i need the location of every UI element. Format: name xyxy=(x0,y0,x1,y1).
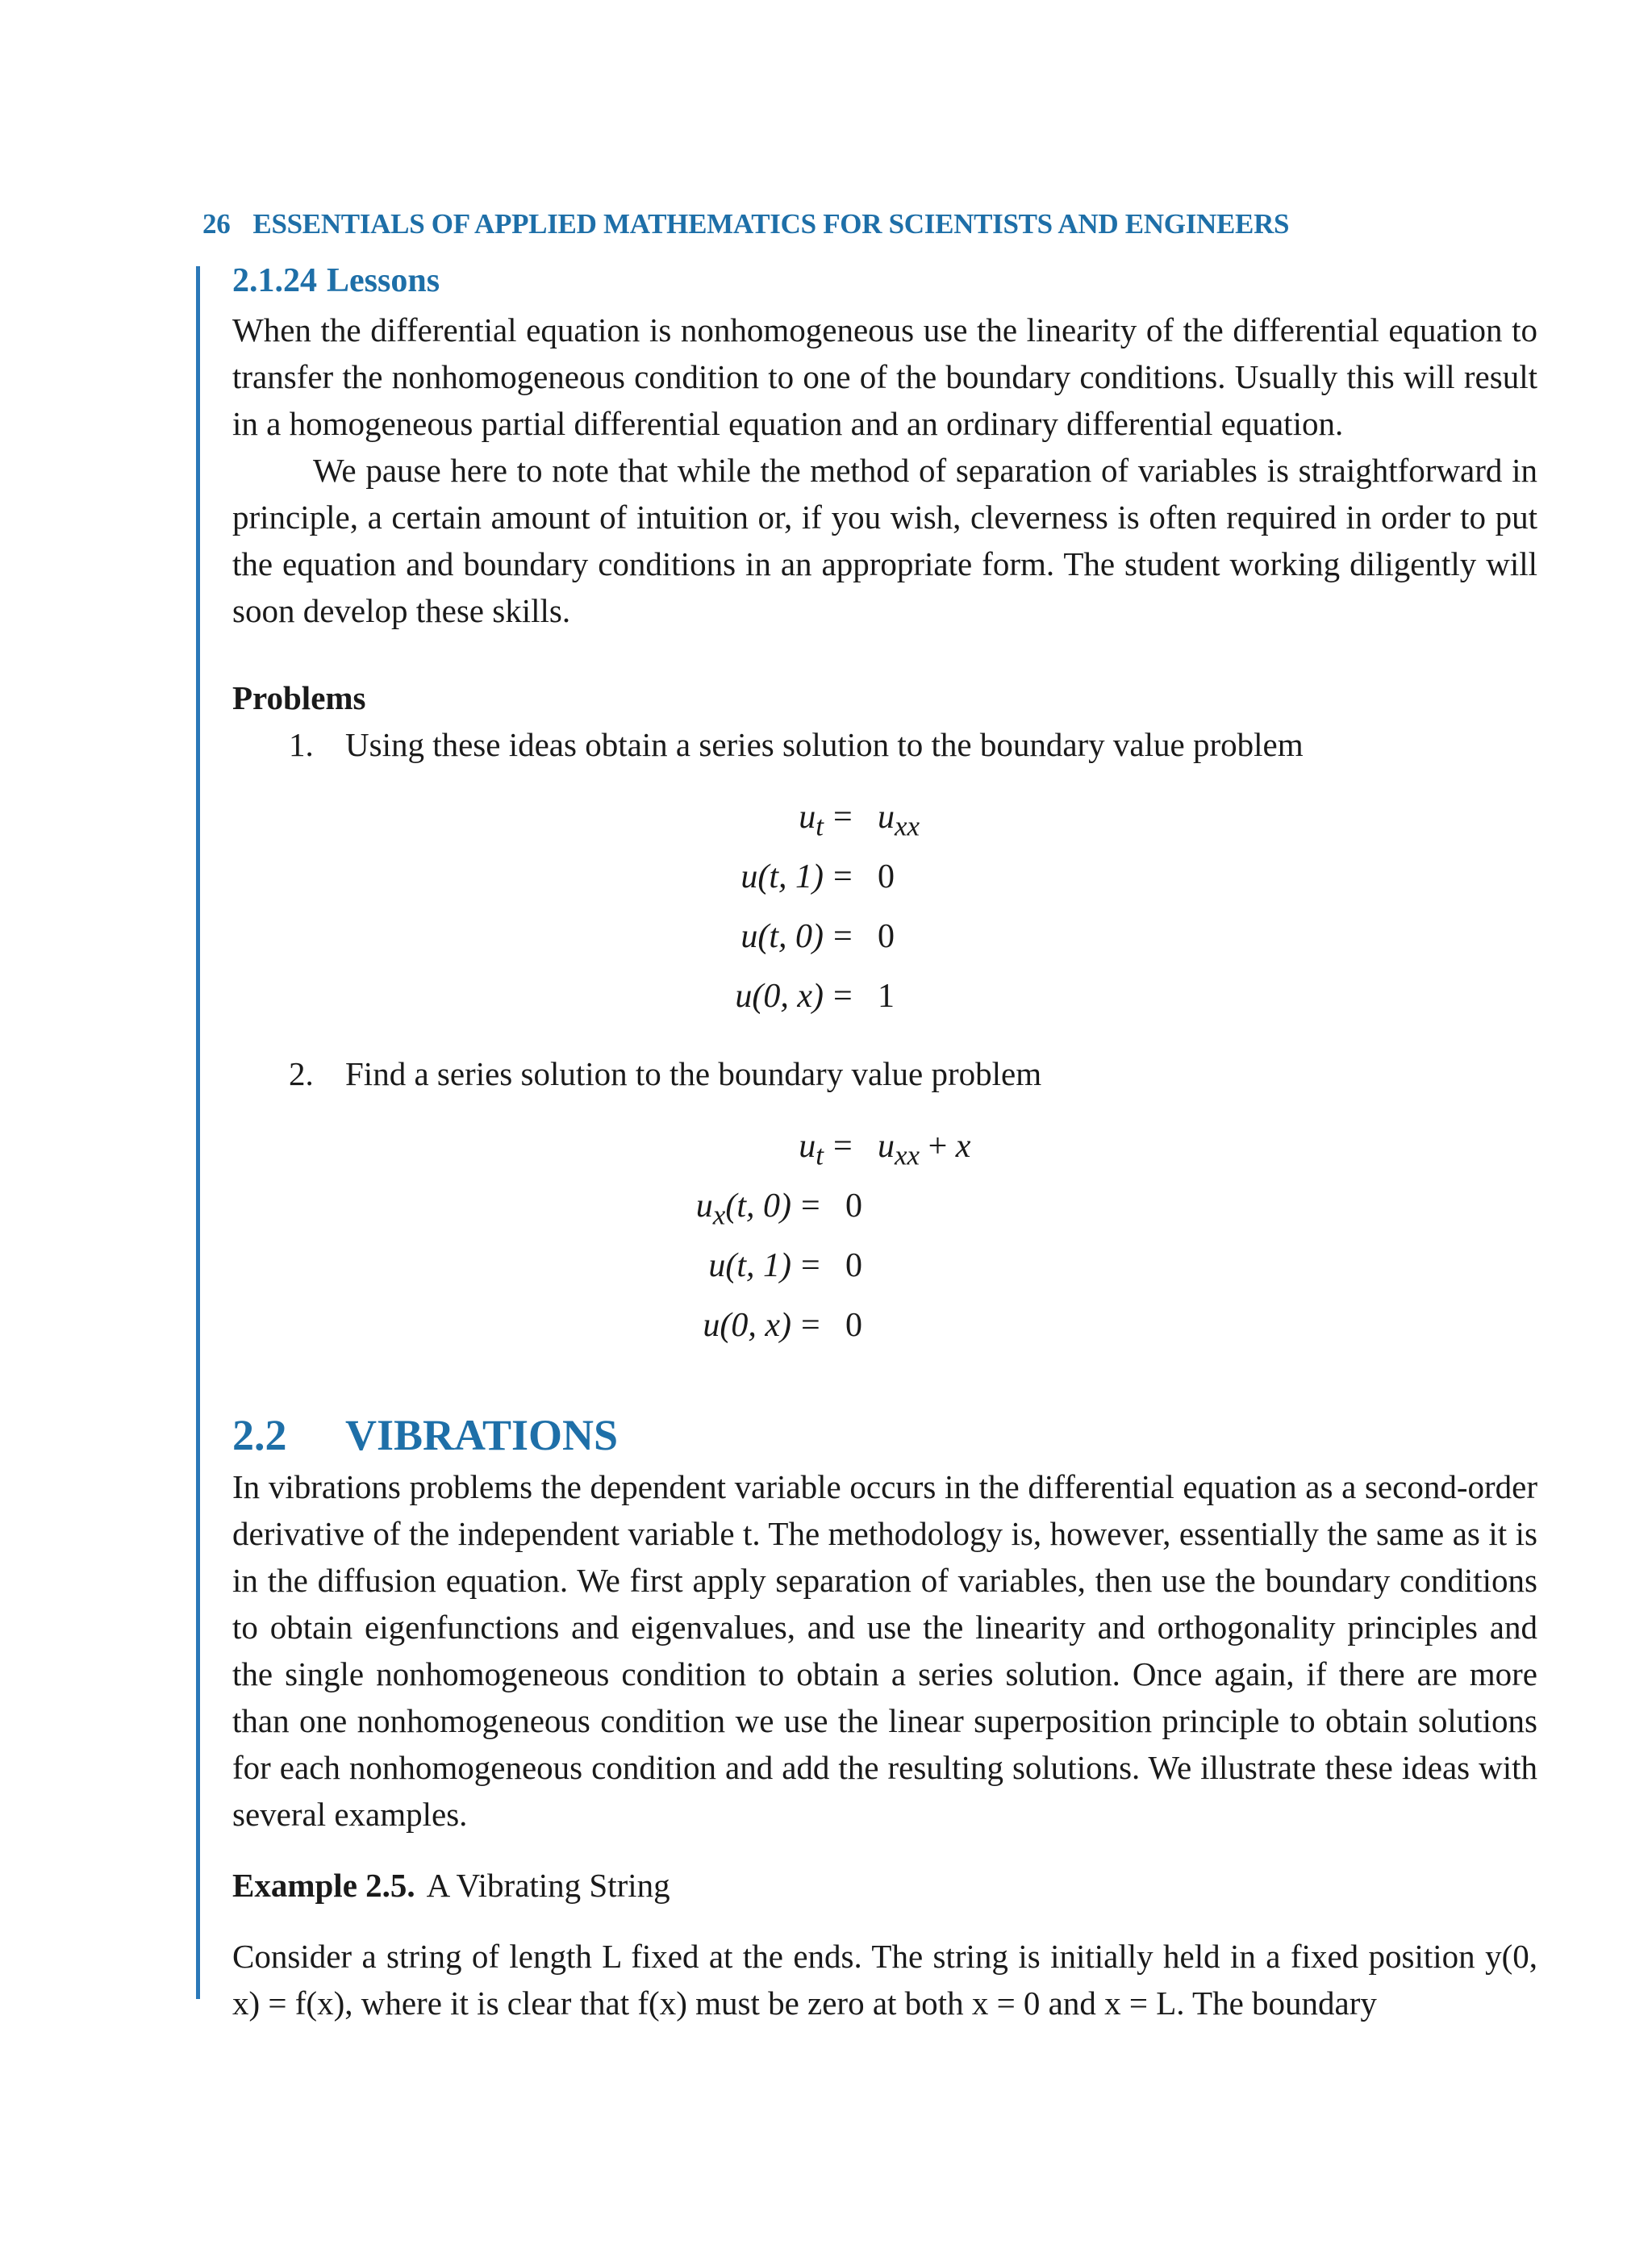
equation-lhs: $u_t$ xyxy=(799,1128,824,1171)
section-heading-lessons xyxy=(232,260,1537,302)
problem-text: Using these ideas obtain a series solution to the boundary value problem xyxy=(345,726,1304,763)
equation-lhs: u(0, x) xyxy=(703,1307,791,1344)
equation-rhs: $u_{xx}$ xyxy=(878,799,920,842)
equation-lhs: u(t, 1) xyxy=(740,858,824,895)
problems-heading: Problems xyxy=(232,679,366,716)
equation-rhs: 1 xyxy=(878,978,895,1015)
equation-lhs: u(t, 1) xyxy=(708,1247,791,1284)
section-title: Lessons xyxy=(327,262,440,299)
section-title: VIBRATIONS xyxy=(345,1411,619,1459)
equation-row xyxy=(232,913,1537,973)
equation-lhs: u(0, x) xyxy=(735,978,824,1015)
equation-rhs: 0 xyxy=(845,1247,862,1284)
vibrations-paragraph: In vibrations problems the dependent variable occurs in the differential equation as a second-order derivative of the independent variable t. The methodology is, however, essentially the same as it is in the diffusion equation. We first apply separation of variables, then use the boundary conditions to obtain eigenfunctions and eigenvalues, and use the linearity and orthogonality principles and the single nonhomogeneous condition to obtain a series solution. Once again, if there are more than one nonhomogeneous condition we use the linear superposition principle to obtain solutions for each nonhomogeneous condition and add the resulting solutions. We illustrate these ideas with several examples. xyxy=(232,1468,1537,1833)
problem-2 xyxy=(289,1050,1537,1097)
equation-relation: = xyxy=(833,858,853,895)
example-title: A Vibrating String xyxy=(426,1867,670,1904)
equation-lhs: $u_x(t$, 0) xyxy=(695,1187,791,1231)
example-paragraph: Consider a string of length L fixed at the ends. The string is initially held in a fixed position y(0, x) = f(x), where it is clear that f(x) must be zero at both x = 0 and x = L. The boundary xyxy=(232,1938,1537,2022)
problem-number: 2. xyxy=(289,1055,314,1092)
section-number: 2.1.24 xyxy=(232,262,317,299)
example-label: Example 2.5. xyxy=(232,1867,415,1904)
problem-text: Find a series solution to the boundary value problem xyxy=(345,1055,1042,1092)
equation-row xyxy=(232,1123,1537,1183)
example-heading xyxy=(232,1862,1537,1909)
equation-row xyxy=(232,1183,1537,1242)
equation-relation: = xyxy=(833,799,853,836)
section-heading-vibrations xyxy=(232,1410,1537,1460)
margin-rule xyxy=(196,266,200,1999)
equation-relation: = xyxy=(801,1247,820,1284)
equation-relation: = xyxy=(801,1307,820,1344)
running-head xyxy=(202,208,1289,240)
equation-rhs: $u_{xx} + x$ xyxy=(878,1128,971,1171)
equation-relation: = xyxy=(801,1187,820,1225)
lessons-paragraph-2: We pause here to note that while the method of separation of variables is straightforward in principle, a certain amount of intuition or, if you wish, cleverness is often required in order to put the equation and boundary conditions in an appropriate form. The student working diligently will soon develop these skills. xyxy=(232,452,1537,629)
page-body xyxy=(232,260,1537,2026)
equation-lhs: u(t, 0) xyxy=(740,918,824,955)
page-number: 26 xyxy=(202,208,231,240)
lessons-paragraph-1: When the differential equation is nonhomogeneous use the linearity of the differential equation to transfer the nonhomogeneous condition to one of the boundary conditions. Usually this will result in a homogeneous partial differential equation and an ordinary differential equation. xyxy=(232,311,1537,442)
equation-relation: = xyxy=(833,978,853,1015)
equation-system-2 xyxy=(232,1123,1537,1362)
equation-relation: = xyxy=(833,1128,853,1165)
equation-row xyxy=(232,853,1537,913)
problem-1 xyxy=(289,721,1537,768)
equation-rhs: 0 xyxy=(878,918,895,955)
equation-lhs: $u_t$ xyxy=(799,799,824,842)
equation-row xyxy=(232,794,1537,853)
equation-rhs: 0 xyxy=(845,1187,862,1225)
problem-number: 1. xyxy=(289,726,314,763)
equation-system-1 xyxy=(232,794,1537,1033)
equation-row xyxy=(232,1242,1537,1302)
section-number: 2.2 xyxy=(232,1411,287,1459)
equation-row xyxy=(232,1302,1537,1362)
equation-relation: = xyxy=(833,918,853,955)
equation-rhs: 0 xyxy=(845,1307,862,1344)
equation-rhs: 0 xyxy=(878,858,895,895)
equation-row xyxy=(232,973,1537,1033)
book-title: ESSENTIALS OF APPLIED MATHEMATICS FOR SCIENTISTS AND ENGINEERS xyxy=(252,208,1290,240)
